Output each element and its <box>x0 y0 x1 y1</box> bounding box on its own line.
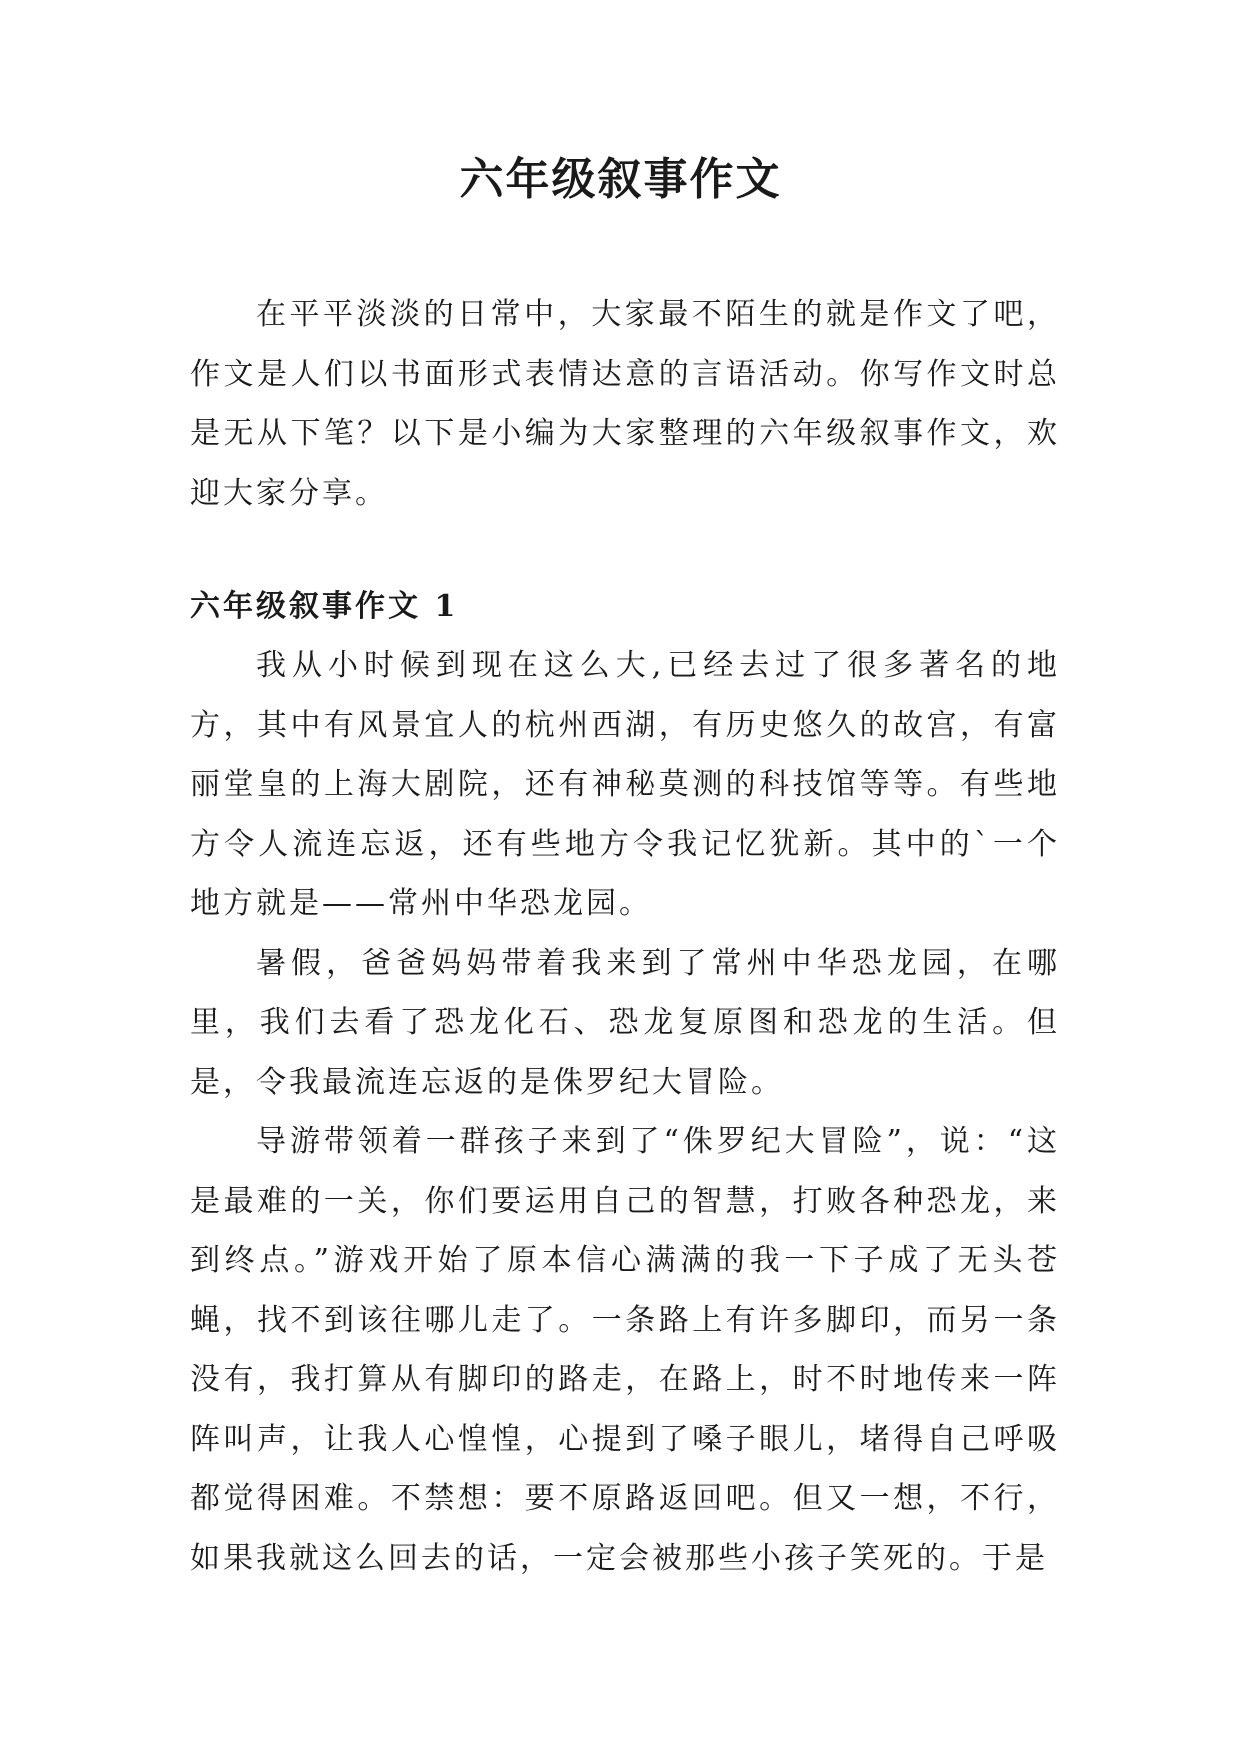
document-title: 六年级叙事作文 <box>459 154 782 205</box>
essay-paragraph: 暑假，爸爸妈妈带着我来到了常州中华恐龙园，在哪里，我们去看了恐龙化石、恐龙复原图和恐龙的生活。但是，令我最流连忘返的是侏罗纪大冒险。 <box>190 945 1060 1100</box>
essay-paragraph: 我从小时候到现在这么大,已经去过了很多著名的地方，其中有风景宜人的杭州西湖，有历史悠久的故宫，有富丽堂皇的上海大剧院，还有神秘莫测的科技馆等等。有些地方令人流连忘返，还有些地方令我记忆犹新。其中的`一个地方就是——常州中华恐龙园。 <box>190 648 1060 921</box>
essay-body <box>190 636 1060 1588</box>
essay-paragraph: 导游带领着一群孩子来到了“侏罗纪大冒险”，说：“这是最难的一关，你们要运用自己的智慧，打败各种恐龙，来到终点。”游戏开始了原本信心满满的我一下子成了无头苍蝇，找不到该往哪儿走了。一条路上有许多脚印，而另一条没有，我打算从有脚印的路走，在路上，时不时地传来一阵阵叫声，让我人心惶惶，心提到了嗓子眼儿，堵得自己呼吸都觉得困难。不禁想：要不原路返回吧。但又一想，不行，如果我就这么回去的话，一定会被那些小孩子笑死的。于是 <box>190 1124 1060 1576</box>
intro-paragraph: 在平平淡淡的日常中，大家最不陌生的就是作文了吧，作文是人们以书面形式表情达意的言语活动。你写作文时总是无从下笔？以下是小编为大家整理的六年级叙事作文，欢迎大家分享。 <box>190 297 1060 511</box>
section-heading: 六年级叙事作文 1 <box>190 589 459 624</box>
